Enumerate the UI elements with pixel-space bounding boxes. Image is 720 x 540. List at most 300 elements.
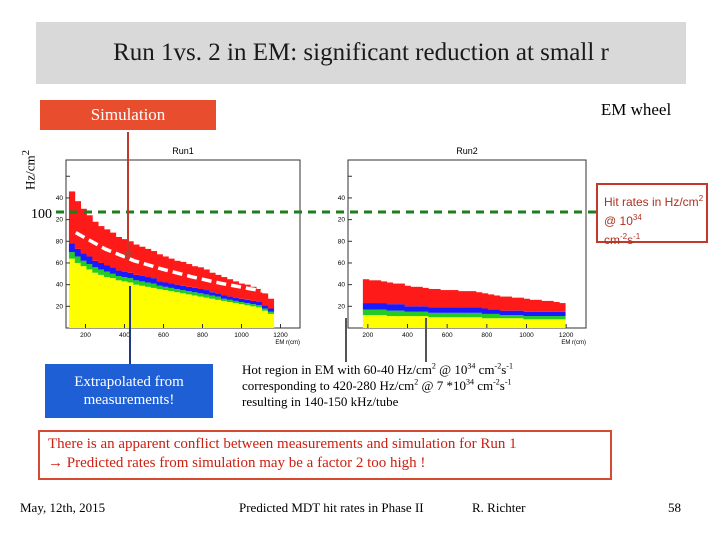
- conflict-line-1: There is an apparent conflict between measurements and simulation for Run 1: [48, 436, 517, 452]
- run2-bar-green: [500, 315, 506, 318]
- run2-bar-yellow: [512, 318, 518, 328]
- run2-bar-red: [470, 291, 476, 307]
- run1-bar-red: [186, 264, 192, 287]
- run1-bar-blue: [163, 282, 169, 286]
- run2-bar-yellow: [547, 319, 553, 328]
- run1-bar-red: [110, 233, 116, 268]
- hot-l1a: Hot region in EM with 60-40 Hz/cm: [242, 362, 432, 377]
- run2-bar-green: [363, 310, 369, 315]
- run1-bar-blue: [81, 253, 87, 261]
- run2-bar-red: [553, 302, 559, 312]
- run2-bar-blue: [506, 311, 512, 315]
- run1-bar-blue: [145, 277, 151, 282]
- run2-bar-green: [458, 313, 464, 317]
- run1-bar-yellow: [250, 306, 256, 328]
- run1-bar-yellow: [192, 295, 198, 328]
- hot-l2-sup3: -2: [493, 377, 500, 387]
- run2-bar-red: [375, 280, 381, 303]
- run2-bar-blue: [547, 312, 553, 316]
- run2-bar-yellow: [488, 318, 494, 328]
- run1-bar-blue: [104, 265, 110, 272]
- run2-bar-blue: [363, 303, 369, 310]
- run1-histogram: [56, 146, 300, 346]
- run2-bar-blue: [500, 311, 506, 315]
- run2-bar-blue: [434, 307, 440, 312]
- run1-bar-blue: [98, 263, 104, 270]
- run1-bar-blue: [139, 276, 145, 281]
- run1-y-tick-label: 80: [55, 238, 63, 246]
- footer-title: Predicted MDT hit rates in Phase II: [239, 500, 424, 515]
- run1-bar-yellow: [198, 297, 204, 328]
- run2-bar-green: [512, 315, 518, 318]
- run2-bar-red: [535, 300, 541, 312]
- hit-rates-s: s: [627, 233, 634, 247]
- run1-bar-blue: [250, 301, 256, 304]
- run2-bar-green: [428, 313, 434, 317]
- run1-bar-yellow: [127, 282, 133, 328]
- run2-x-tick-label: 600: [441, 332, 453, 339]
- run1-bar-blue: [127, 273, 133, 278]
- run2-bar-blue: [476, 307, 482, 312]
- run1-bar-yellow: [174, 292, 180, 328]
- run2-bar-yellow: [529, 319, 535, 328]
- hot-l1b: @ 10: [435, 362, 468, 377]
- run2-bar-yellow: [375, 315, 381, 328]
- run2-bar-red: [464, 291, 470, 307]
- run2-bar-blue: [410, 306, 416, 311]
- run1-bar-yellow: [268, 314, 274, 328]
- run2-bar-red: [422, 288, 428, 306]
- run1-y-tick-label: 20: [55, 216, 63, 224]
- run1-bar-yellow: [256, 307, 262, 328]
- hot-l1d: s: [501, 362, 507, 377]
- run1-bar-yellow: [75, 263, 81, 328]
- run1-bar-blue: [256, 302, 262, 305]
- run1-bar-blue: [227, 297, 233, 300]
- run1-bar-red: [262, 293, 268, 305]
- run2-bar-yellow: [553, 319, 559, 328]
- run1-bar-green: [239, 302, 245, 304]
- run2-bar-yellow: [506, 318, 512, 328]
- run2-bar-blue: [416, 306, 422, 311]
- run1-bar-green: [192, 292, 198, 295]
- run2-bar-red: [393, 284, 399, 305]
- run2-bar-green: [464, 313, 470, 317]
- run2-bar-red: [387, 282, 393, 304]
- run2-bar-yellow: [434, 317, 440, 328]
- run1-bar-green: [75, 256, 81, 263]
- run1-bar-red: [198, 267, 204, 289]
- conflict-box: [38, 430, 612, 480]
- run1-bar-yellow: [133, 285, 139, 328]
- run1-bar-red: [227, 279, 233, 296]
- run1-bar-green: [104, 272, 110, 277]
- run2-bar-green: [422, 312, 428, 316]
- run1-x-tick-label: 1200: [273, 332, 288, 339]
- run2-bar-blue: [381, 303, 387, 310]
- run2-bar-green: [529, 316, 535, 319]
- run2-bar-yellow: [393, 316, 399, 328]
- run1-bar-green: [110, 274, 116, 278]
- run2-bar-blue: [553, 312, 559, 316]
- run2-bar-yellow: [524, 319, 530, 328]
- run1-bar-green: [209, 295, 215, 298]
- run1-bar-green: [157, 286, 163, 289]
- run2-bar-green: [434, 313, 440, 317]
- run2-bar-red: [434, 289, 440, 307]
- hot-l2-sup4: -1: [504, 377, 512, 387]
- run2-bar-yellow: [470, 317, 476, 328]
- run2-bar-blue: [440, 307, 446, 312]
- run1-title: Run1: [172, 146, 194, 156]
- run2-bar-yellow: [446, 317, 452, 328]
- hot-l2b: @ 7 *10: [418, 378, 466, 393]
- run1-bar-red: [127, 241, 133, 272]
- run1-bar-red: [157, 254, 163, 281]
- run1-bar-yellow: [157, 289, 163, 328]
- run1-bar-green: [98, 269, 104, 274]
- run1-x-axis-label: EM r(cm): [275, 340, 300, 346]
- run1-bar-green: [81, 261, 87, 266]
- run2-bar-red: [446, 290, 452, 307]
- hit-rates-cm: cm: [604, 233, 620, 247]
- run2-bar-red: [381, 281, 387, 303]
- run1-bar-red: [174, 261, 180, 285]
- hot-region-line-1: [242, 362, 587, 378]
- run2-bar-blue: [559, 312, 565, 316]
- run1-bar-red: [86, 215, 92, 256]
- run2-bar-yellow: [464, 317, 470, 328]
- run2-bar-red: [500, 297, 506, 311]
- run2-x-tick-label: 1000: [519, 332, 534, 339]
- run2-bar-green: [547, 316, 553, 319]
- run2-bar-yellow: [482, 318, 488, 328]
- run2-bar-green: [494, 314, 500, 318]
- hot-region-line-2: [242, 378, 587, 394]
- run1-bar-blue: [198, 289, 204, 293]
- run1-bar-red: [75, 201, 81, 249]
- run2-bar-blue: [375, 303, 381, 310]
- run1-bar-blue: [209, 292, 215, 295]
- hot-region-text: [242, 362, 587, 410]
- run1-bar-green: [215, 297, 221, 300]
- run1-frame: [66, 160, 300, 328]
- hot-l1-sup4: -1: [506, 361, 513, 371]
- run1-bar-red: [104, 229, 110, 265]
- run2-bar-green: [410, 312, 416, 316]
- run2-bar-yellow: [541, 319, 547, 328]
- run1-bar-green: [69, 252, 75, 259]
- run2-bar-red: [416, 287, 422, 307]
- hit-rates-text: [604, 191, 706, 248]
- run2-bar-yellow: [416, 316, 422, 328]
- run1-extrapolated-curve: [76, 233, 277, 294]
- run1-bar-red: [92, 222, 98, 261]
- run1-bar-blue: [133, 275, 139, 280]
- run1-bar-blue: [92, 261, 98, 268]
- run1-bar-red: [192, 266, 198, 288]
- extrapolated-label: Extrapolated from measurements!: [45, 364, 213, 418]
- run1-bar-green: [151, 284, 157, 288]
- slide-title-bar: [36, 22, 686, 84]
- run1-bar-red: [244, 285, 250, 300]
- run1-bar-red: [98, 226, 104, 263]
- run1-bar-blue: [86, 256, 92, 264]
- run1-bar-blue: [233, 298, 239, 301]
- run1-bar-red: [145, 249, 151, 277]
- run1-bar-green: [116, 276, 122, 280]
- run1-bar-red: [209, 273, 215, 293]
- run2-bar-red: [529, 300, 535, 312]
- run1-bar-red: [133, 245, 139, 275]
- run2-bar-blue: [369, 303, 375, 310]
- run2-bar-red: [524, 299, 530, 312]
- run1-bar-red: [215, 275, 221, 293]
- run1-bar-blue: [192, 288, 198, 292]
- run2-bar-green: [559, 316, 565, 319]
- hot-l2c: cm: [473, 378, 494, 393]
- run1-bar-yellow: [104, 277, 110, 328]
- run1-y-tick-label: 20: [55, 303, 63, 311]
- run2-bar-red: [518, 298, 524, 311]
- run1-bar-blue: [244, 300, 250, 303]
- run2-bar-green: [452, 313, 458, 317]
- run1-bar-green: [139, 281, 145, 285]
- run1-bar-red: [233, 281, 239, 297]
- footer-date: May, 12th, 2015: [20, 500, 106, 515]
- run2-bar-red: [428, 289, 434, 307]
- run2-histogram: [338, 146, 586, 346]
- run2-x-axis-label: EM r(cm): [561, 340, 586, 346]
- run1-bar-green: [145, 282, 151, 286]
- hit-rates-sup-c: -2: [620, 232, 628, 241]
- run2-bar-red: [494, 295, 500, 309]
- run2-bar-green: [482, 314, 488, 318]
- run1-x-tick-label: 1000: [234, 332, 249, 339]
- em-wheel-label: EM wheel: [600, 100, 672, 119]
- run2-bar-red: [482, 293, 488, 308]
- hot-l1c: cm: [475, 362, 495, 377]
- run1-bar-blue: [69, 243, 75, 252]
- run1-bar-green: [122, 277, 128, 281]
- run2-bar-green: [387, 311, 393, 316]
- run1-bar-green: [262, 308, 268, 310]
- run1-bar-red: [268, 299, 274, 309]
- run1-bar-yellow: [244, 305, 250, 328]
- run2-bar-red: [476, 292, 482, 307]
- run1-bar-red: [203, 269, 209, 290]
- footer-page-number: 58: [668, 500, 681, 515]
- run1-bar-blue: [116, 271, 122, 276]
- run2-bar-yellow: [535, 319, 541, 328]
- run1-bar-blue: [174, 285, 180, 289]
- run1-bar-yellow: [168, 291, 174, 328]
- run2-bar-blue: [482, 308, 488, 313]
- run1-bar-yellow: [227, 302, 233, 328]
- run1-bar-yellow: [145, 287, 151, 328]
- run2-bar-green: [535, 316, 541, 319]
- run1-bar-green: [227, 300, 233, 302]
- run1-x-tick-label: 600: [158, 332, 169, 339]
- hit-rates-box: [596, 183, 708, 247]
- run1-bar-blue: [180, 286, 186, 290]
- run2-bar-green: [470, 313, 476, 317]
- run2-bar-blue: [446, 307, 452, 312]
- run2-bar-red: [399, 284, 405, 305]
- run1-bar-yellow: [262, 311, 268, 328]
- run2-bar-yellow: [518, 318, 524, 328]
- run2-bar-blue: [422, 306, 428, 311]
- run2-bar-blue: [452, 307, 458, 312]
- run1-bar-green: [268, 312, 274, 314]
- run1-bar-blue: [151, 278, 157, 283]
- run2-bar-green: [541, 316, 547, 319]
- run2-bar-yellow: [381, 315, 387, 328]
- run2-bar-green: [488, 314, 494, 318]
- hot-l2-sup2: 34: [465, 377, 474, 387]
- run2-bar-yellow: [399, 316, 405, 328]
- run2-bar-red: [512, 298, 518, 311]
- run2-bar-yellow: [428, 317, 434, 328]
- run1-bar-yellow: [122, 281, 128, 328]
- run2-bar-blue: [428, 307, 434, 312]
- run2-bar-green: [405, 312, 411, 316]
- run1-bar-green: [133, 280, 139, 284]
- run1-bar-blue: [203, 290, 209, 294]
- run2-bar-blue: [535, 312, 541, 316]
- run1-bar-green: [168, 288, 174, 291]
- run2-bar-blue: [494, 310, 500, 314]
- run2-bar-red: [506, 297, 512, 311]
- run1-bar-blue: [157, 281, 163, 285]
- run2-bar-red: [410, 287, 416, 307]
- slide-title: Run 1vs. 2 in EM: significant reduction at small r: [113, 39, 609, 66]
- hot-l2-sup1: 2: [414, 377, 419, 387]
- run1-bar-blue: [75, 249, 81, 257]
- run2-bar-red: [440, 290, 446, 307]
- run1-bar-yellow: [98, 275, 104, 328]
- run2-bar-blue: [387, 304, 393, 311]
- hot-l1-sup1: 2: [431, 361, 436, 371]
- run1-bar-green: [244, 303, 250, 305]
- run1-bar-green: [186, 291, 192, 294]
- run2-x-tick-label: 200: [362, 332, 374, 339]
- run2-bar-blue: [541, 312, 547, 316]
- hit-rates-sup-d: -1: [633, 232, 641, 241]
- run1-bar-green: [127, 278, 133, 282]
- hit-rates-sup-a: 2: [698, 194, 704, 203]
- run2-bar-yellow: [410, 316, 416, 328]
- y-unit-sup: 2: [20, 149, 32, 156]
- run1-y-tick-label: 40: [55, 194, 63, 202]
- run1-bar-blue: [215, 293, 221, 296]
- run1-bar-blue: [268, 308, 274, 311]
- run2-y-tick-label: 20: [337, 216, 345, 224]
- run1-bar-green: [233, 301, 239, 303]
- run2-y-tick-label: 60: [337, 259, 345, 267]
- run2-bar-blue: [524, 312, 530, 316]
- hot-region-line-3: resulting in 140-150 kHz/tube: [242, 394, 399, 409]
- run1-bar-blue: [262, 305, 268, 308]
- hit-rates-mid: @ 10: [604, 214, 633, 228]
- run1-bar-yellow: [81, 266, 87, 328]
- y-unit-text: Hz/cm: [22, 155, 38, 190]
- run1-bar-yellow: [186, 294, 192, 328]
- run1-y-tick-label: 40: [55, 281, 63, 289]
- run1-bar-green: [86, 264, 92, 269]
- run1-bar-red: [122, 239, 128, 272]
- run2-bar-green: [518, 315, 524, 318]
- run2-bar-green: [399, 311, 405, 316]
- run2-bar-red: [488, 294, 494, 309]
- hot-l1-sup3: -2: [494, 361, 502, 371]
- run1-bar-yellow: [110, 278, 116, 328]
- run1-bar-yellow: [209, 299, 215, 328]
- run2-bar-green: [416, 312, 422, 316]
- run1-bar-red: [163, 256, 169, 282]
- run1-bar-blue: [168, 284, 174, 288]
- run2-bar-yellow: [405, 316, 411, 328]
- run1-bar-blue: [221, 295, 227, 298]
- run1-bar-green: [203, 294, 209, 297]
- run2-bar-red: [369, 280, 375, 303]
- run2-bar-green: [476, 313, 482, 317]
- run1-bar-green: [163, 287, 169, 290]
- run2-y-tick-label: 20: [337, 303, 345, 311]
- run2-bar-red: [559, 303, 565, 312]
- run2-bar-green: [393, 311, 399, 316]
- run2-bar-green: [375, 310, 381, 315]
- run2-bar-blue: [464, 307, 470, 312]
- run1-bar-blue: [122, 272, 128, 277]
- run2-bar-red: [363, 279, 369, 303]
- run2-x-tick-label: 400: [402, 332, 413, 339]
- run2-bar-red: [541, 301, 547, 312]
- run2-bar-yellow: [476, 317, 482, 328]
- run1-bar-blue: [110, 267, 116, 274]
- run2-x-tick-label: 1200: [558, 332, 574, 339]
- run2-bar-blue: [529, 312, 535, 316]
- run2-y-tick-label: 80: [337, 238, 345, 246]
- run1-bar-red: [250, 287, 256, 301]
- run2-bar-green: [446, 313, 452, 317]
- run2-bar-green: [553, 316, 559, 319]
- run1-x-tick-label: 400: [119, 332, 130, 339]
- run2-bar-blue: [518, 311, 524, 315]
- run1-bar-red: [168, 259, 174, 284]
- hot-l2a: corresponding to 420-280 Hz/cm: [242, 378, 415, 393]
- run1-bar-blue: [186, 287, 192, 291]
- hot-l2d: s: [499, 378, 505, 393]
- run2-bar-green: [440, 313, 446, 317]
- run1-bar-green: [92, 267, 98, 272]
- run2-bar-yellow: [363, 315, 369, 328]
- run1-bar-red: [81, 209, 87, 253]
- run1-bar-yellow: [221, 301, 227, 328]
- run1-x-tick-label: 200: [80, 332, 91, 339]
- run2-bar-red: [405, 286, 411, 307]
- run1-bar-red: [239, 284, 245, 299]
- run1-bar-red: [139, 247, 145, 276]
- run2-bar-yellow: [387, 316, 393, 328]
- footer-author: R. Richter: [472, 500, 526, 515]
- reference-level-label: 100: [31, 207, 52, 222]
- run1-bar-red: [180, 262, 186, 286]
- run1-bar-yellow: [203, 298, 209, 328]
- run1-bar-yellow: [139, 286, 145, 328]
- run2-bar-yellow: [458, 317, 464, 328]
- run2-y-tick-label: 40: [337, 281, 345, 289]
